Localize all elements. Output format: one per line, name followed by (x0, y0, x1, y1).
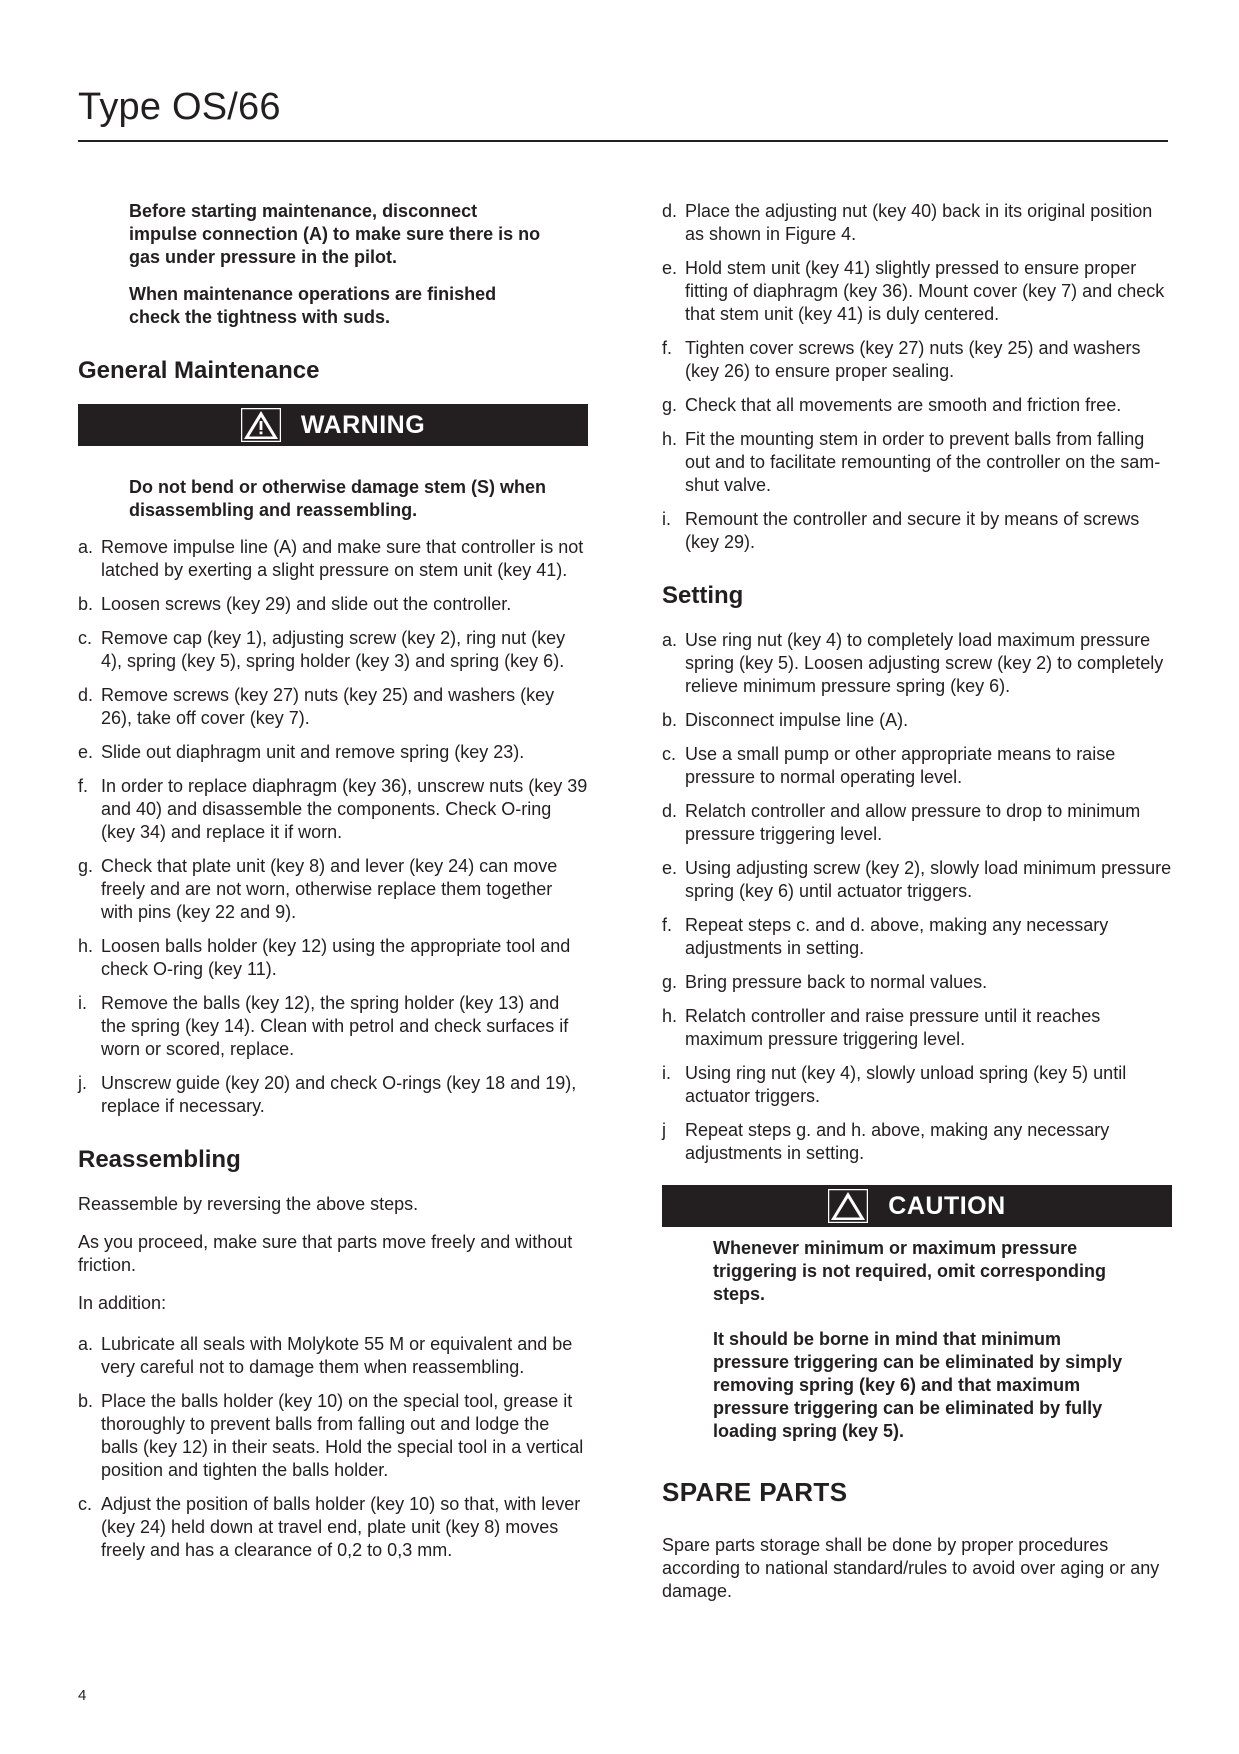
step-label: h. (662, 429, 678, 449)
caution-bar (662, 1185, 1172, 1227)
step-label: i. (78, 993, 87, 1013)
step-text: Adjust the position of balls holder (key 10) so that, with lever (key 24) held down at travel end, plate unit (key 8) moves freely and has a clearance of 0,2 to 0,3 mm. (101, 1494, 581, 1560)
step-label: g. (662, 972, 678, 992)
list-item (78, 536, 588, 582)
step-text: Remove impulse line (A) and make sure that controller is not latched by exerting a slight pressure on stem unit (key 41). (101, 537, 584, 580)
list-item (662, 1005, 1172, 1051)
list-item (662, 743, 1172, 789)
step-label: f. (662, 915, 673, 935)
list-item (662, 1062, 1172, 1108)
step-label: a. (662, 630, 678, 650)
step-text: Tighten cover screws (key 27) nuts (key 25) and washers (key 26) to ensure proper sealing. (685, 338, 1141, 381)
step-text: Check that all movements are smooth and friction free. (685, 395, 1122, 415)
right-column (662, 200, 1172, 1618)
reassembling-heading: Reassembling (78, 1146, 241, 1173)
reassembling-paragraph: In addition: (78, 1293, 167, 1313)
step-text: Unscrew guide (key 20) and check O-rings (key 18 and 19), replace if necessary. (101, 1073, 577, 1116)
list-item (662, 1119, 1172, 1165)
step-text: Place the adjusting nut (key 40) back in its original position as shown in Figure 4. (685, 201, 1153, 244)
list-item (662, 200, 1172, 246)
list-item (78, 935, 588, 981)
list-item (78, 741, 588, 764)
step-label: j (662, 1120, 666, 1140)
step-label: a. (78, 1334, 94, 1354)
step-label: a. (78, 537, 94, 557)
reassembling-paragraph: Reassemble by reversing the above steps. (78, 1194, 419, 1214)
warning-label: WARNING (300, 410, 426, 439)
list-item (78, 1390, 588, 1482)
list-item (662, 257, 1172, 326)
step-text: Disconnect impulse line (A). (685, 710, 909, 730)
step-label: g. (662, 395, 678, 415)
step-text: Fit the mounting stem in order to prevent balls from falling out and to facilitate remounting of the controller on the sam-shut valve. (685, 429, 1161, 495)
step-text: Loosen balls holder (key 12) using the appropriate tool and check O-ring (key 11). (101, 936, 571, 979)
step-text: Using ring nut (key 4), slowly unload spring (key 5) until actuator triggers. (685, 1063, 1127, 1106)
step-label: b. (662, 710, 678, 730)
step-label: c. (78, 1494, 93, 1514)
step-label: e. (78, 742, 94, 762)
list-item (662, 629, 1172, 698)
step-label: e. (662, 858, 678, 878)
list-item (662, 337, 1172, 383)
warning-triangle-icon (828, 1189, 868, 1223)
intro-note-disconnect: Before starting maintenance, disconnect impulse connection (A) to make sure there is no gas under pressure in the pilot. (129, 201, 541, 267)
step-label: i. (662, 509, 671, 529)
caution-label: CAUTION (888, 1191, 1006, 1220)
step-text: Check that plate unit (key 8) and lever (key 24) can move freely and are not worn, otherwise replace them together with pins (key 22 and 9). (101, 856, 558, 922)
list-item (662, 709, 1172, 732)
step-label: f. (662, 338, 673, 358)
list-item (662, 914, 1172, 960)
step-text: Use ring nut (key 4) to completely load maximum pressure spring (key 5). Loosen adjusting screw (key 2) to completely relieve minimum pressure spring (key 6). (685, 630, 1164, 696)
reassembling-steps-continued (662, 200, 1172, 554)
step-label: c. (78, 628, 93, 648)
list-item (78, 1493, 588, 1562)
step-text: Relatch controller and allow pressure to drop to minimum pressure triggering level. (685, 801, 1141, 844)
list-item (662, 971, 1172, 994)
setting-steps (662, 629, 1172, 1165)
step-text: Place the balls holder (key 10) on the special tool, grease it thoroughly to prevent balls from falling out and lodge the balls (key 12) in their seats. Hold the special tool in a vertical position and tighten the balls holder. (101, 1391, 584, 1480)
list-item (662, 508, 1172, 554)
step-label: i. (662, 1063, 671, 1083)
step-text: Loosen screws (key 29) and slide out the controller. (101, 594, 512, 614)
left-column (78, 200, 588, 1573)
step-label: h. (78, 936, 94, 956)
title-rule (78, 140, 1168, 142)
spare-parts-text: Spare parts storage shall be done by proper procedures according to national standard/rules to avoid over aging or any damage. (662, 1535, 1160, 1601)
list-item (78, 684, 588, 730)
warning-bar (78, 404, 588, 446)
warning-triangle-icon (241, 408, 281, 442)
step-label: c. (662, 744, 677, 764)
step-label: b. (78, 1391, 94, 1411)
caution-note-eliminate: It should be borne in mind that minimum pressure triggering can be eliminated by simply removing spring (key 6) and that maximum pressure triggering can be eliminated by fully loading spring (key 5). (713, 1329, 1123, 1441)
reassembling-paragraph: As you proceed, make sure that parts move freely and without friction. (78, 1232, 573, 1275)
step-text: Slide out diaphragm unit and remove spring (key 23). (101, 742, 525, 762)
page-title: Type OS/66 (78, 86, 281, 128)
list-item (662, 394, 1172, 417)
step-text: Bring pressure back to normal values. (685, 972, 988, 992)
general-maintenance-heading: General Maintenance (78, 357, 320, 384)
step-text: Remove cap (key 1), adjusting screw (key 2), ring nut (key 4), spring (key 5), spring holder (key 3) and spring (key 6). (101, 628, 566, 671)
step-label: g. (78, 856, 94, 876)
step-text: Lubricate all seals with Molykote 55 M or equivalent and be very careful not to damage them when reassembling. (101, 1334, 573, 1377)
warning-note: Do not bend or otherwise damage stem (S) when disassembling and reassembling. (129, 477, 547, 520)
step-label: d. (662, 801, 678, 821)
step-text: Hold stem unit (key 41) slightly pressed to ensure proper fitting of diaphragm (key 36). Mount cover (key 7) and check that stem unit (key 41) is duly centered. (685, 258, 1165, 324)
list-item (78, 593, 588, 616)
step-text: Remove the balls (key 12), the spring holder (key 13) and the spring (key 14). Clean with petrol and check surfaces if worn or scored, replace. (101, 993, 569, 1059)
step-text: Remount the controller and secure it by means of screws (key 29). (685, 509, 1140, 552)
maintenance-steps (78, 536, 588, 1118)
list-item (662, 428, 1172, 497)
list-item (78, 1072, 588, 1118)
step-label: b. (78, 594, 94, 614)
list-item (78, 627, 588, 673)
step-label: j. (78, 1073, 87, 1093)
step-text: Repeat steps g. and h. above, making any necessary adjustments in setting. (685, 1120, 1110, 1163)
step-text: Remove screws (key 27) nuts (key 25) and washers (key 26), take off cover (key 7). (101, 685, 555, 728)
step-label: d. (78, 685, 94, 705)
caution-note-omit: Whenever minimum or maximum pressure triggering is not required, omit corresponding steps. (713, 1238, 1107, 1304)
list-item (662, 857, 1172, 903)
step-label: h. (662, 1006, 678, 1026)
reassembling-steps (78, 1333, 588, 1562)
list-item (662, 800, 1172, 846)
step-label: d. (662, 201, 678, 221)
page-number: 4 (78, 1687, 87, 1704)
step-text: Repeat steps c. and d. above, making any necessary adjustments in setting. (685, 915, 1109, 958)
step-text: Use a small pump or other appropriate means to raise pressure to normal operating level. (685, 744, 1116, 787)
setting-heading: Setting (662, 582, 744, 609)
step-label: f. (78, 776, 89, 796)
list-item (78, 992, 588, 1061)
step-text: Relatch controller and raise pressure until it reaches maximum pressure triggering level. (685, 1006, 1101, 1049)
list-item (78, 855, 588, 924)
step-text: Using adjusting screw (key 2), slowly load minimum pressure spring (key 6) until actuator triggers. (685, 858, 1172, 901)
intro-note-tightness: When maintenance operations are finished check the tightness with suds. (129, 284, 497, 327)
step-label: e. (662, 258, 678, 278)
step-text: In order to replace diaphragm (key 36), unscrew nuts (key 39 and 40) and disassemble the components. Check O-ring (key 34) and replace it if worn. (101, 776, 588, 842)
spare-parts-heading: SPARE PARTS (662, 1477, 848, 1507)
list-item (78, 775, 588, 844)
list-item (78, 1333, 588, 1379)
